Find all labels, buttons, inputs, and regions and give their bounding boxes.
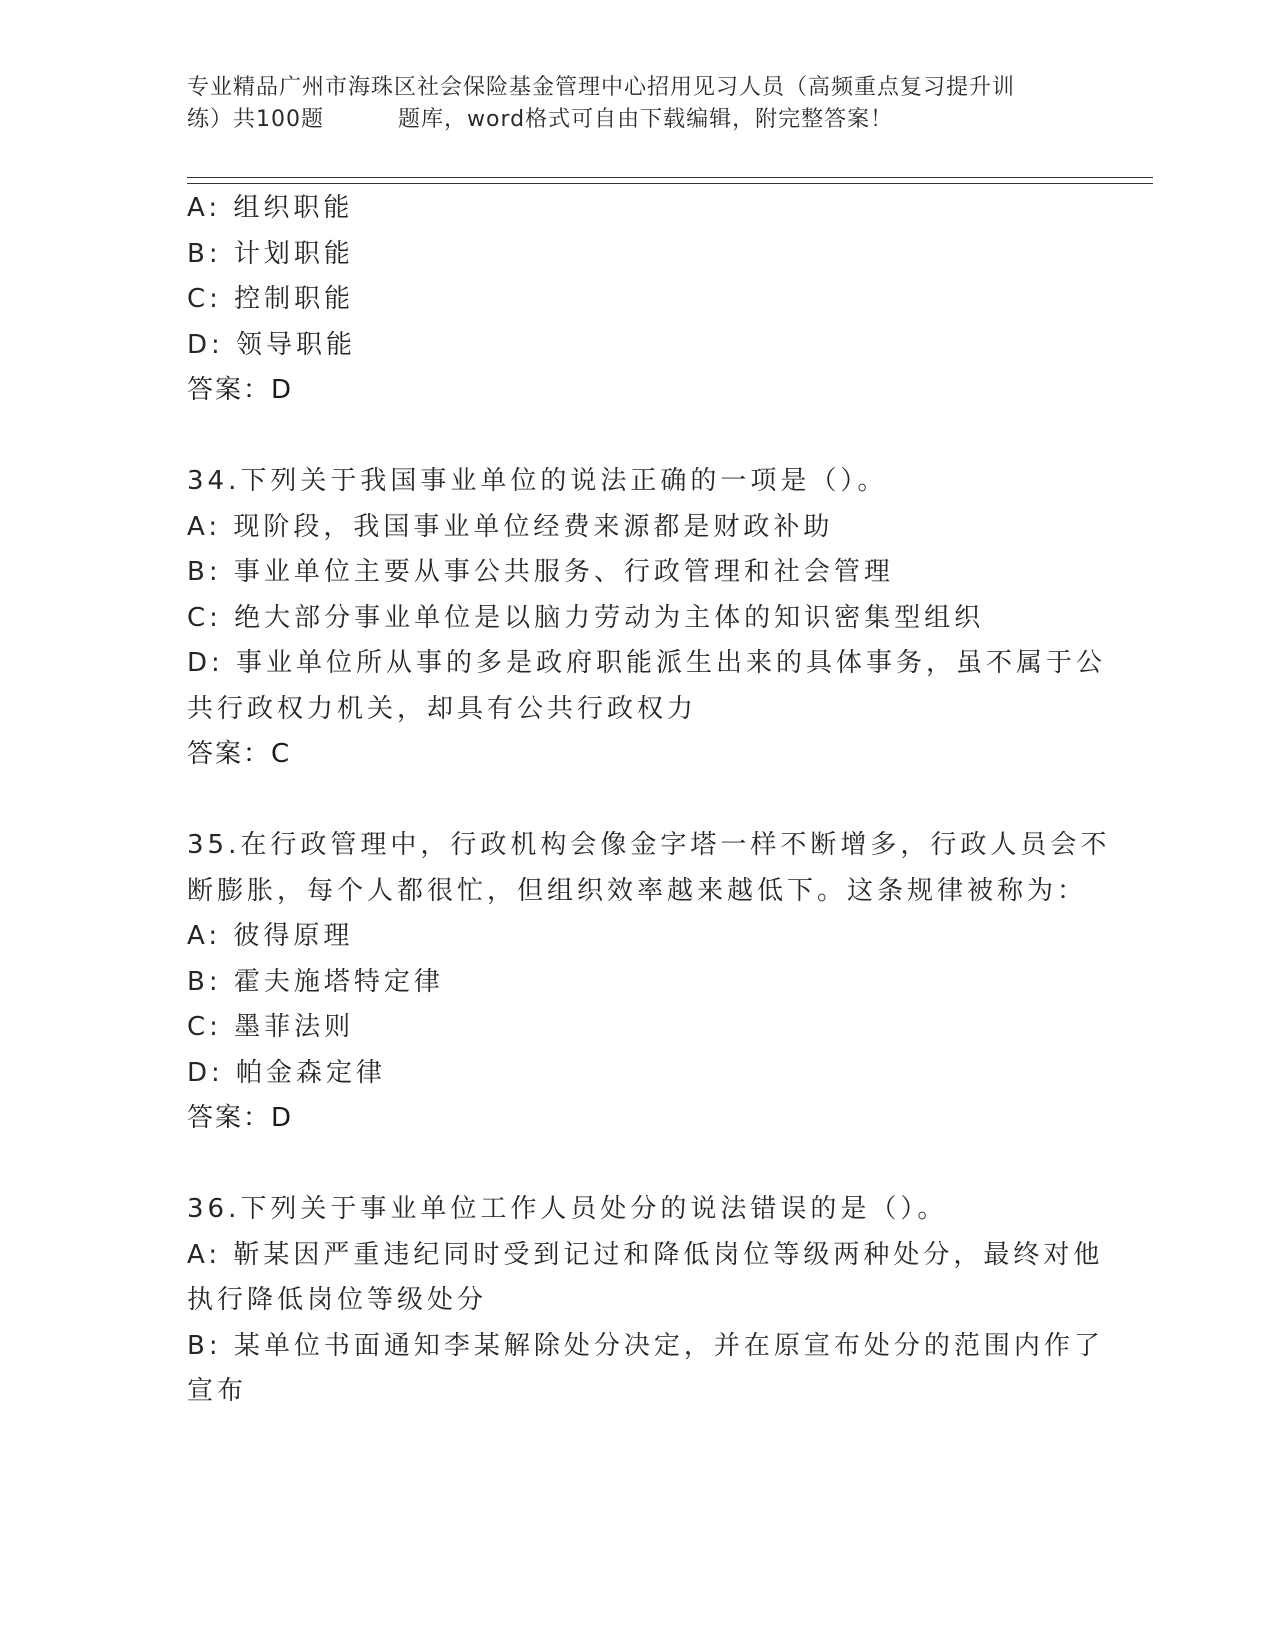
question-36 [187, 1187, 1104, 1415]
q35-stem-line-2: 断膨胀，每个人都很忙，但组织效率越来越低下。这条规律被称为： [187, 875, 1088, 906]
q34-stem: 34.下列关于我国事业单位的说法正确的一项是（）。 [187, 466, 888, 496]
q33-option-d: D: 领导职能 [187, 329, 357, 360]
q34-option-c: C: 绝大部分事业单位是以脑力劳动为主体的知识密集型组织 [187, 602, 985, 633]
question-34 [187, 459, 1107, 778]
header-divider-bottom [187, 183, 1153, 184]
q33-option-a: A: 组织职能 [187, 193, 354, 223]
q35-option-b: B: 霍夫施塔特定律 [187, 966, 444, 997]
document-header [187, 72, 1087, 136]
q35-option-d: D: 帕金森定律 [187, 1057, 387, 1088]
question-33 [187, 186, 1087, 414]
q35-option-c: C: 墨菲法则 [187, 1012, 355, 1042]
question-spacer [187, 778, 1087, 824]
q34-answer: 答案：C [187, 739, 292, 769]
question-list [187, 186, 1111, 1415]
q36-stem: 36.下列关于事业单位工作人员处分的说法错误的是（）。 [187, 1194, 948, 1224]
q33-option-c: C: 控制职能 [187, 284, 355, 314]
q35-answer: 答案：D [187, 1103, 294, 1133]
question-spacer [187, 414, 1087, 460]
question-spacer [187, 1142, 1087, 1188]
q35-stem-line-1: 35.在行政管理中，行政机构会像金字塔一样不断增多，行政人员会不 [187, 830, 1111, 860]
q36-option-b-line-1: B: 某单位书面通知李某解除处分决定，并在原宣布处分的范围内作了 [187, 1330, 1104, 1361]
header-divider-top [187, 177, 1153, 178]
question-35 [187, 823, 1111, 1142]
q34-option-d-line-2: 共行政权力机关，却具有公共行政权力 [187, 693, 698, 724]
header-line-2 [187, 104, 1087, 136]
q33-answer: 答案：D [187, 375, 294, 405]
q34-option-a: A: 现阶段，我国事业单位经费来源都是财政补助 [187, 511, 834, 542]
q36-option-a-line-1: A: 靳某因严重违纪同时受到记过和降低岗位等级两种处分，最终对他 [187, 1239, 1104, 1270]
header-line-2-part-2: 题库，word格式可自由下载编辑，附完整答案！ [398, 107, 894, 132]
header-line-2-part-1: 练）共100题 [187, 107, 324, 132]
q34-option-b: B: 事业单位主要从事公共服务、行政管理和社会管理 [187, 557, 894, 587]
q34-option-d-line-1: D: 事业单位所从事的多是政府职能派生出来的具体事务，虽不属于公 [187, 648, 1107, 678]
q33-option-b: B: 计划职能 [187, 238, 354, 269]
q35-option-a: A: 彼得原理 [187, 921, 354, 951]
q36-option-b-line-2: 宣布 [187, 1376, 248, 1406]
q36-option-a-line-2: 执行降低岗位等级处分 [187, 1285, 488, 1315]
header-line-1: 专业精品广州市海珠区社会保险基金管理中心招用见习人员（高频重点复习提升训 [187, 75, 1016, 100]
